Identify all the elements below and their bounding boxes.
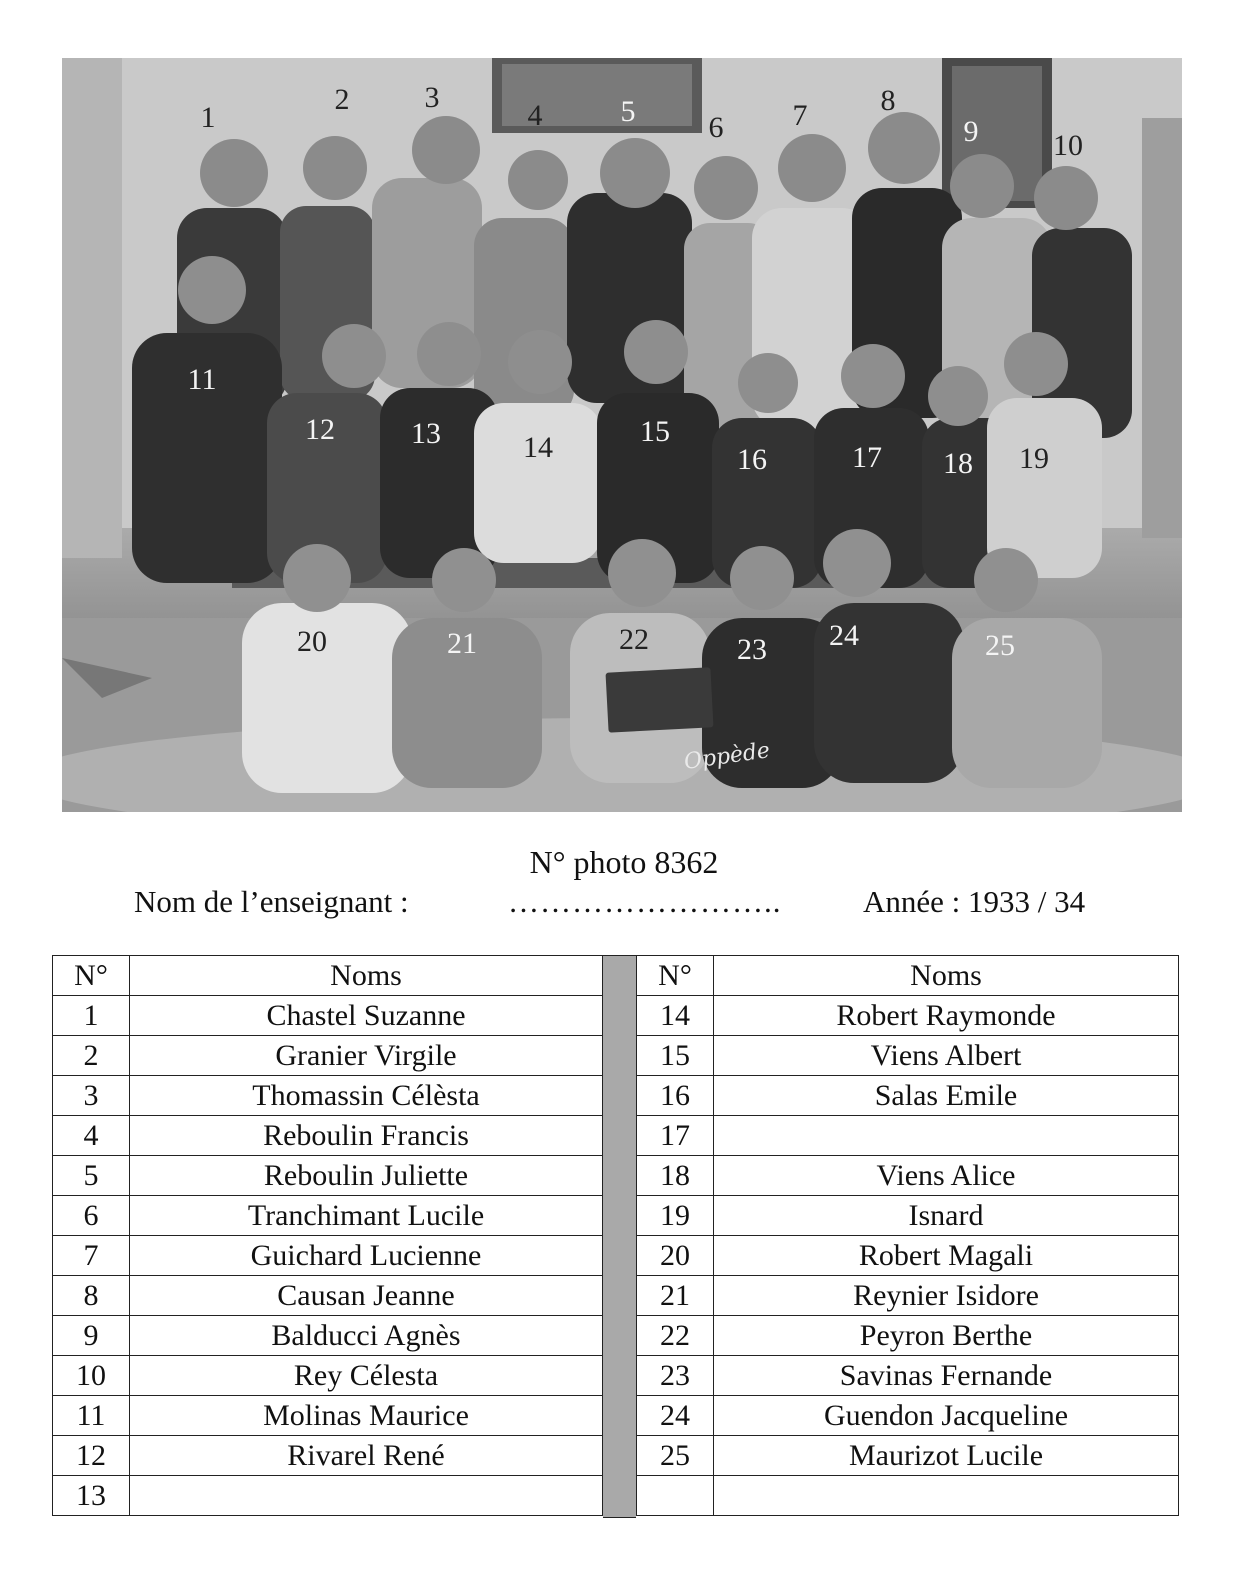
row-number: 8 [53,1276,130,1316]
photo-label-20: 20 [297,625,327,658]
row-number: 19 [637,1196,714,1236]
photo-label-23: 23 [737,633,767,666]
row-number: 2 [53,1036,130,1076]
photo-label-2: 2 [334,83,350,116]
table-row [637,1396,1179,1436]
student-name: Tranchimant Lucile [130,1196,603,1236]
student-name: Salas Emile [714,1076,1179,1116]
photo-label-5: 5 [620,95,636,128]
school-year: Année : 1933 / 34 [863,884,1086,919]
names-table-left [52,955,603,1516]
header-names: Noms [714,956,1179,996]
student-name: Guichard Lucienne [130,1236,603,1276]
student-name: Causan Jeanne [130,1276,603,1316]
table-row [53,1156,603,1196]
photo-label-14: 14 [523,431,553,464]
student-name: Rey Célesta [130,1356,603,1396]
student-name [714,1476,1179,1516]
photo-label-10: 10 [1053,129,1083,162]
teacher-value: …………………….. [508,884,782,919]
table-row [637,1156,1179,1196]
photo-label-22: 22 [619,623,649,656]
student-name: Robert Raymonde [714,996,1179,1036]
row-number: 10 [53,1356,130,1396]
student-name: Rivarel René [130,1436,603,1476]
student-name: Maurizot Lucile [714,1436,1179,1476]
table-row [637,1476,1179,1516]
photo-label-6: 6 [708,111,724,144]
table-header-row [637,956,1179,996]
photo-label-16: 16 [737,443,767,476]
table-row [53,1116,603,1156]
student-name: Reynier Isidore [714,1276,1179,1316]
row-number: 5 [53,1156,130,1196]
photo-number: N° photo 8362 [529,844,719,880]
photo-label-21: 21 [447,627,477,660]
photo-label-17: 17 [852,441,882,474]
teacher-label: Nom de l’enseignant : [134,884,409,919]
row-number: 23 [637,1356,714,1396]
table-row [53,1076,603,1116]
student-name: Isnard [714,1196,1179,1236]
row-number: 3 [53,1076,130,1116]
student-name: Savinas Fernande [714,1356,1179,1396]
row-number: 1 [53,996,130,1036]
row-number: 14 [637,996,714,1036]
class-photo [62,58,1182,812]
photo-label-11: 11 [187,363,217,396]
row-number: 20 [637,1236,714,1276]
slate-text: Oppède [682,738,772,775]
table-row [637,996,1179,1036]
row-number: 21 [637,1276,714,1316]
header-number: N° [53,956,130,996]
table-row [53,1476,603,1516]
row-number: 4 [53,1116,130,1156]
photo-label-13: 13 [411,417,441,450]
student-name: Reboulin Francis [130,1116,603,1156]
photo-label-3: 3 [424,81,440,114]
row-number: 9 [53,1316,130,1356]
student-name: Robert Magali [714,1236,1179,1276]
photo-label-4: 4 [527,99,543,132]
row-number: 16 [637,1076,714,1116]
student-name [130,1476,603,1516]
photo-label-8: 8 [880,84,896,117]
student-name: Peyron Berthe [714,1316,1179,1356]
header-names: Noms [130,956,603,996]
student-name: Thomassin Célèsta [130,1076,603,1116]
student-name: Granier Virgile [130,1036,603,1076]
table-row [53,1396,603,1436]
table-row [637,1356,1179,1396]
row-number: 12 [53,1436,130,1476]
row-number: 24 [637,1396,714,1436]
row-number: 17 [637,1116,714,1156]
table-divider [603,955,636,1518]
table-row [637,1316,1179,1356]
student-name [714,1116,1179,1156]
table-header-row [53,956,603,996]
names-table-right [636,955,1179,1516]
photo-label-9: 9 [963,115,979,148]
table-row [637,1036,1179,1076]
table-row [53,1316,603,1356]
photo-label-7: 7 [792,99,808,132]
table-row [53,1356,603,1396]
photo-label-18: 18 [943,447,973,480]
student-name: Guendon Jacqueline [714,1396,1179,1436]
student-name: Reboulin Juliette [130,1156,603,1196]
table-row [637,1436,1179,1476]
table-row [53,1236,603,1276]
table-row [637,1236,1179,1276]
row-number: 22 [637,1316,714,1356]
student-name: Viens Albert [714,1036,1179,1076]
student-name: Balducci Agnès [130,1316,603,1356]
table-row [637,1196,1179,1236]
row-number: 6 [53,1196,130,1236]
row-number: 25 [637,1436,714,1476]
table-row [637,1076,1179,1116]
table-row [637,1276,1179,1316]
table-row [53,1036,603,1076]
row-number [637,1476,714,1516]
student-name: Chastel Suzanne [130,996,603,1036]
photo-label-1: 1 [200,101,216,134]
photo-label-24: 24 [829,619,859,652]
row-number: 11 [53,1396,130,1436]
student-name: Viens Alice [714,1156,1179,1196]
header-number: N° [637,956,714,996]
row-number: 18 [637,1156,714,1196]
class-photo-drawing [62,58,1182,812]
photo-label-15: 15 [640,415,670,448]
row-number: 13 [53,1476,130,1516]
row-number: 7 [53,1236,130,1276]
table-row [637,1116,1179,1156]
table-row [53,996,603,1036]
photo-label-19: 19 [1019,442,1049,475]
row-number: 15 [637,1036,714,1076]
student-name: Molinas Maurice [130,1396,603,1436]
photo-label-25: 25 [985,629,1015,662]
table-row [53,1436,603,1476]
table-row [53,1276,603,1316]
photo-label-12: 12 [305,413,335,446]
table-row [53,1196,603,1236]
